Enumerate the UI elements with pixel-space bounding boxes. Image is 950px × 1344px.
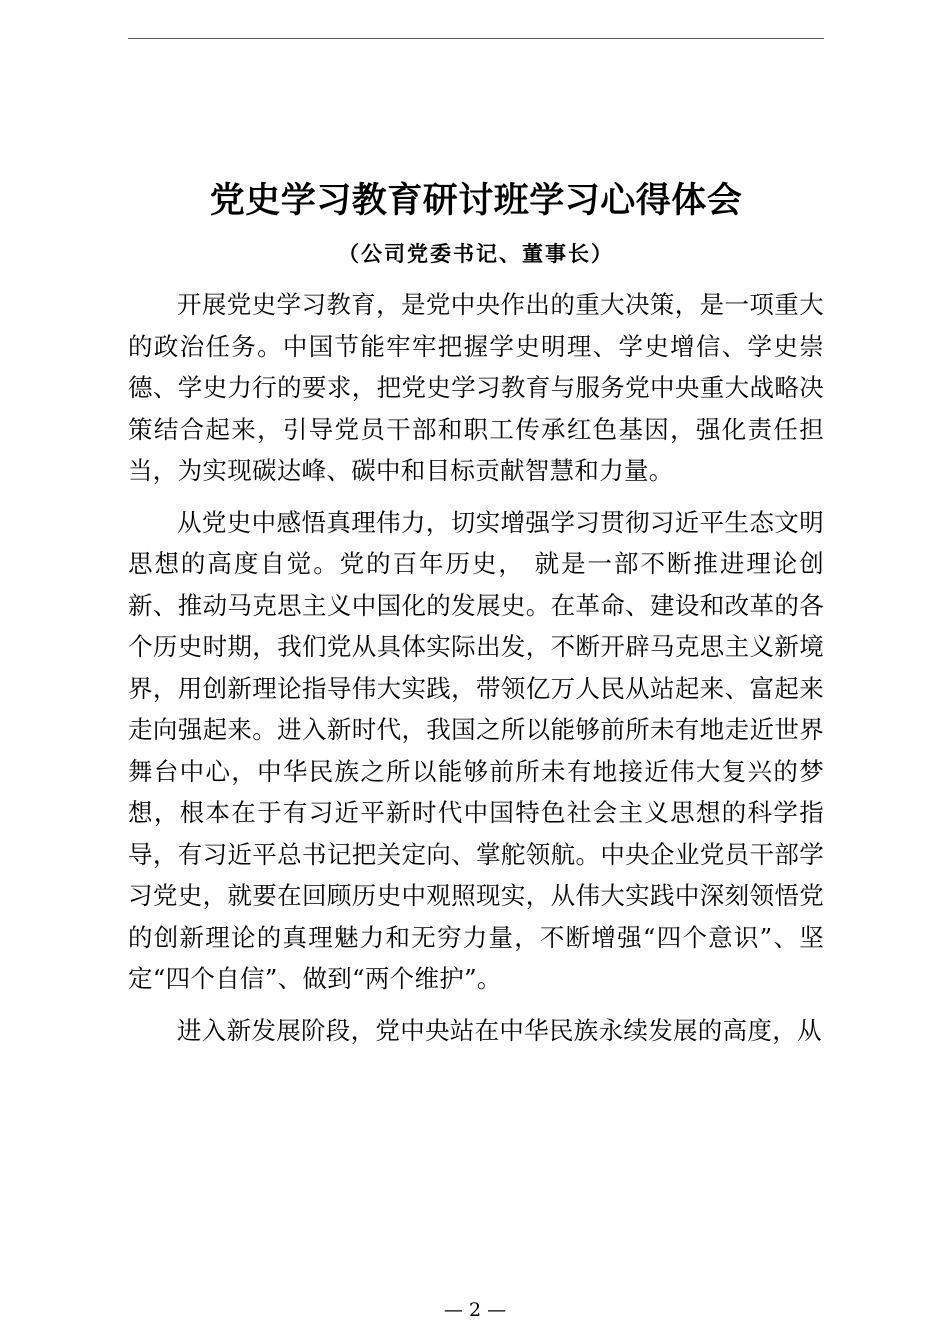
body-paragraph-2: 从党史中感悟真理伟力，切实增强学习贯彻习近平生态文明思想的高度自觉。党的百年历史， 就是一部不断推进理论创新、推动马克思主义中国化的发展史。在革命、建设和改革的各个历史时期，我们党从具体实际出发，不断开辟马克思主义新境界，用创新理论指导伟大实践，带领亿万人民从站起来、富起来走向强起来。进入新时代，我国之所以能够前所未有地走近世界舞台中心，中华民族之所以能够前所未有地接近伟大复兴的梦想，根本在于有习近平新时代中国特色社会主义思想的科学指导，有习近平总书记把关定向、掌舵领航。中央企业党员干部学习党史，就要在回顾历史中观照现实，从伟大实践中深刻领悟党的创新理论的真理魅力和无穷力量，不断增强“四个意识”、坚定“四个自信”、做到“两个维护”。 [128, 507, 824, 993]
body-paragraph-3: 进入新发展阶段，党中央站在中华民族永续发展的高度，从 [177, 1015, 822, 1045]
document-title: 党史学习教育研讨班学习心得体会 [209, 180, 743, 221]
header-rule [128, 38, 824, 39]
document-body [128, 284, 824, 1051]
document-subtitle: （公司党委书记、董事长） [338, 242, 614, 266]
body-paragraph-1: 开展党史学习教育，是党中央作出的重大决策，是一项重大的政治任务。中国节能牢牢把握学史明理、学史增信、学史崇德、学史力行的要求，把党史学习教育与服务党中央重大战略决策结合起来，引导党员干部和职工传承红色基因，强化责任担当，为实现碳达峰、碳中和目标贡献智慧和力量。 [128, 290, 824, 485]
page-number: — 2 — [443, 1299, 507, 1321]
